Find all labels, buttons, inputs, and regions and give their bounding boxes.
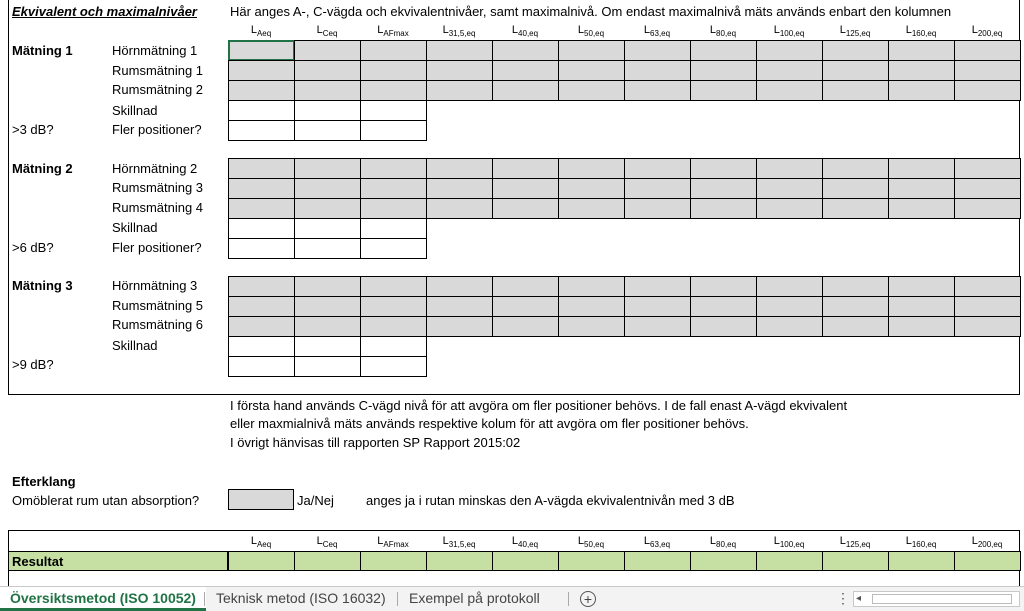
measurement-input-cell[interactable] — [954, 198, 1021, 219]
measurement-input-cell[interactable] — [888, 60, 955, 81]
measurement-input-cell[interactable] — [426, 80, 493, 101]
column-header: $L_{100,eq}$ — [773, 535, 805, 550]
measurement-input-cell[interactable] — [624, 316, 691, 337]
column-header: $L_{50,eq}$ — [577, 535, 605, 550]
difference-cell[interactable] — [228, 356, 295, 377]
result-cell[interactable] — [822, 551, 889, 571]
column-header: $L_{Ceq}$ — [316, 535, 338, 550]
scrollbar-thumb[interactable] — [872, 594, 1012, 604]
measurement-input-cell[interactable] — [228, 40, 295, 61]
row-label: Rumsmätning 5 — [112, 298, 204, 313]
result-cell[interactable] — [624, 551, 691, 571]
row-label: Fler positioner? — [112, 240, 202, 255]
measurement-input-cell[interactable] — [558, 198, 625, 219]
row-label: Fler positioner? — [112, 122, 202, 137]
measurement-input-cell[interactable] — [360, 40, 427, 61]
scroll-left-icon[interactable]: ◂ — [856, 593, 862, 604]
measurement-input-cell[interactable] — [756, 198, 823, 219]
column-header: $L_{63,eq}$ — [643, 535, 671, 550]
column-header: $L_{31,5,eq}$ — [442, 535, 476, 550]
measurement-input-cell[interactable] — [954, 80, 1021, 101]
measurement-input-cell[interactable] — [492, 40, 559, 61]
measurement-input-cell[interactable] — [558, 178, 625, 199]
measurement-input-cell[interactable] — [690, 178, 757, 199]
efterklang-question: Omöblerat rum utan absorption? — [12, 493, 200, 508]
column-header: $L_{AFmax}$ — [377, 24, 409, 39]
column-header: $L_{AFmax}$ — [377, 535, 409, 550]
column-header: $L_{125,eq}$ — [839, 535, 871, 550]
result-cell[interactable] — [492, 551, 559, 571]
measurement-input-cell[interactable] — [690, 80, 757, 101]
measurement-input-cell[interactable] — [360, 276, 427, 297]
column-header: $L_{160,eq}$ — [905, 24, 937, 39]
measurement-input-cell[interactable] — [294, 80, 361, 101]
measurement-input-cell[interactable] — [690, 296, 757, 317]
sheet-tab-bar — [0, 586, 1024, 611]
measurement-input-cell[interactable] — [426, 158, 493, 179]
result-cell[interactable] — [756, 551, 823, 571]
measurement-input-cell[interactable] — [756, 276, 823, 297]
difference-cell[interactable] — [294, 120, 361, 141]
measurement-input-cell[interactable] — [624, 40, 691, 61]
measurement-input-cell[interactable] — [360, 296, 427, 317]
measurement-2-title: Mätning 2 — [12, 161, 73, 176]
measurement-input-cell[interactable] — [624, 276, 691, 297]
result-cell[interactable] — [426, 551, 493, 571]
difference-cell[interactable] — [360, 120, 427, 141]
measurement-input-cell[interactable] — [426, 198, 493, 219]
measurement-input-cell[interactable] — [822, 40, 889, 61]
measurement-input-cell[interactable] — [822, 316, 889, 337]
measurement-input-cell[interactable] — [360, 316, 427, 337]
result-cell[interactable] — [690, 551, 757, 571]
row-label: Rumsmätning 3 — [112, 180, 204, 195]
measurement-input-cell[interactable] — [624, 158, 691, 179]
measurement-input-cell[interactable] — [690, 198, 757, 219]
result-cell[interactable] — [360, 551, 427, 571]
measurement-input-cell[interactable] — [558, 80, 625, 101]
measurement-input-cell[interactable] — [756, 158, 823, 179]
tab-separator — [397, 592, 398, 606]
measurement-input-cell[interactable] — [426, 40, 493, 61]
row-label: Rumsmätning 4 — [112, 200, 204, 215]
column-header: $L_{80,eq}$ — [709, 535, 737, 550]
difference-cell[interactable] — [294, 356, 361, 377]
column-header: $L_{50,eq}$ — [577, 24, 605, 39]
measurement-input-cell[interactable] — [756, 316, 823, 337]
measurement-input-cell[interactable] — [954, 276, 1021, 297]
measurement-input-cell[interactable] — [228, 296, 295, 317]
measurement-input-cell[interactable] — [558, 276, 625, 297]
difference-cell[interactable] — [294, 218, 361, 239]
measurement-input-cell[interactable] — [558, 40, 625, 61]
measurement-input-cell[interactable] — [822, 80, 889, 101]
difference-cell[interactable] — [294, 336, 361, 357]
measurement-input-cell[interactable] — [624, 198, 691, 219]
measurement-input-cell[interactable] — [558, 316, 625, 337]
measurement-input-cell[interactable] — [228, 276, 295, 297]
column-header: $L_{125,eq}$ — [839, 24, 871, 39]
row-label: Hörnmätning 3 — [112, 278, 198, 293]
tab-oversiktsmetod[interactable]: Översiktsmetod (ISO 10052) — [0, 587, 206, 611]
measurement-input-cell[interactable] — [360, 60, 427, 81]
measurement-input-cell[interactable] — [492, 158, 559, 179]
measurement-input-cell[interactable] — [888, 316, 955, 337]
threshold-label: >6 dB? — [12, 240, 54, 255]
measurement-input-cell[interactable] — [756, 296, 823, 317]
column-header: $L_{200,eq}$ — [971, 24, 1003, 39]
measurement-input-cell[interactable] — [756, 178, 823, 199]
measurement-3-title: Mätning 3 — [12, 278, 73, 293]
difference-cell[interactable] — [228, 336, 295, 357]
measurement-input-cell[interactable] — [294, 40, 361, 61]
measurement-1-title: Mätning 1 — [12, 43, 73, 58]
measurement-input-cell[interactable] — [360, 178, 427, 199]
tab-exempel-protokoll[interactable]: Exempel på protokoll — [409, 590, 540, 606]
intro-text: Här anges A-, C-vägda och ekvivalentnivåer, samt maximalnivå. Om endast maximalnivå mäts används enbart den kolumnen — [230, 4, 952, 19]
tab-separator — [204, 592, 205, 606]
measurement-input-cell[interactable] — [888, 276, 955, 297]
measurement-input-cell[interactable] — [558, 158, 625, 179]
column-header: $L_{100,eq}$ — [773, 24, 805, 39]
measurement-input-cell[interactable] — [690, 40, 757, 61]
difference-cell[interactable] — [360, 218, 427, 239]
difference-cell[interactable] — [228, 218, 295, 239]
column-header: $L_{80,eq}$ — [709, 24, 737, 39]
measurement-input-cell[interactable] — [888, 296, 955, 317]
measurement-input-cell[interactable] — [954, 158, 1021, 179]
measurement-input-cell[interactable] — [954, 178, 1021, 199]
measurement-input-cell[interactable] — [624, 296, 691, 317]
measurement-input-cell[interactable] — [888, 178, 955, 199]
measurement-input-cell[interactable] — [426, 60, 493, 81]
measurement-input-cell[interactable] — [426, 296, 493, 317]
row-label: Rumsmätning 6 — [112, 317, 204, 332]
measurement-input-cell[interactable] — [360, 80, 427, 101]
measurement-input-cell[interactable] — [690, 158, 757, 179]
efterklang-hint: anges ja i rutan minskas den A-vägda ekvivalentnivån med 3 dB — [366, 493, 735, 508]
horizontal-scrollbar[interactable] — [853, 591, 1020, 607]
measurement-input-cell[interactable] — [888, 40, 955, 61]
difference-cell[interactable] — [228, 238, 295, 259]
measurement-input-cell[interactable] — [756, 60, 823, 81]
measurement-input-cell[interactable] — [228, 316, 295, 337]
measurement-input-cell[interactable] — [294, 158, 361, 179]
measurement-input-cell[interactable] — [690, 60, 757, 81]
result-cell[interactable] — [558, 551, 625, 571]
difference-cell[interactable] — [228, 100, 295, 121]
difference-cell[interactable] — [294, 100, 361, 121]
measurement-input-cell[interactable] — [624, 80, 691, 101]
column-header: $L_{160,eq}$ — [905, 535, 937, 550]
measurement-input-cell[interactable] — [492, 316, 559, 337]
measurement-input-cell[interactable] — [624, 178, 691, 199]
difference-cell[interactable] — [360, 336, 427, 357]
measurement-input-cell[interactable] — [360, 198, 427, 219]
threshold-label: >9 dB? — [12, 357, 54, 372]
measurement-input-cell[interactable] — [294, 198, 361, 219]
row-label: Rumsmätning 2 — [112, 82, 204, 97]
measurement-input-cell[interactable] — [822, 276, 889, 297]
measurement-input-cell[interactable] — [426, 316, 493, 337]
measurement-input-cell[interactable] — [822, 158, 889, 179]
efterklang-input[interactable] — [228, 489, 294, 510]
measurement-input-cell[interactable] — [756, 80, 823, 101]
measurement-input-cell[interactable] — [822, 198, 889, 219]
measurement-input-cell[interactable] — [426, 178, 493, 199]
add-sheet-icon[interactable]: + — [580, 591, 596, 607]
measurement-input-cell[interactable] — [294, 296, 361, 317]
row-label: Skillnad — [112, 220, 158, 235]
difference-cell[interactable] — [294, 238, 361, 259]
more-options-icon[interactable]: ⋮ — [836, 590, 850, 606]
measurement-input-cell[interactable] — [228, 158, 295, 179]
measurement-input-cell[interactable] — [690, 276, 757, 297]
row-label: Skillnad — [112, 103, 158, 118]
measurement-input-cell[interactable] — [492, 60, 559, 81]
measurement-input-cell[interactable] — [294, 316, 361, 337]
column-header: $L_{63,eq}$ — [643, 24, 671, 39]
measurement-input-cell[interactable] — [294, 60, 361, 81]
result-column-header-row — [228, 535, 1020, 551]
measurement-input-cell[interactable] — [492, 276, 559, 297]
measurement-input-cell[interactable] — [558, 296, 625, 317]
measurement-input-cell[interactable] — [888, 80, 955, 101]
column-header: $L_{Aeq}$ — [250, 24, 272, 39]
row-label: Skillnad — [112, 338, 158, 353]
measurement-input-cell[interactable] — [228, 178, 295, 199]
column-header: $L_{Aeq}$ — [250, 535, 272, 550]
row-label: Hörnmätning 2 — [112, 161, 198, 176]
measurement-input-cell[interactable] — [624, 60, 691, 81]
result-cell[interactable] — [954, 551, 1021, 571]
column-header: $L_{Ceq}$ — [316, 24, 338, 39]
measurement-input-cell[interactable] — [888, 158, 955, 179]
row-label: Rumsmätning 1 — [112, 63, 204, 78]
note-line-1: I första hand används C-vägd nivå för att avgöra om fler positioner behövs. I de fall enast A-vägd ekvivalent — [230, 398, 848, 413]
threshold-label: >3 dB? — [12, 122, 54, 137]
measurement-input-cell[interactable] — [822, 178, 889, 199]
measurement-input-cell[interactable] — [954, 316, 1021, 337]
measurement-input-cell[interactable] — [492, 80, 559, 101]
measurement-input-cell[interactable] — [360, 158, 427, 179]
measurement-input-cell[interactable] — [954, 296, 1021, 317]
measurement-input-cell[interactable] — [888, 198, 955, 219]
tab-teknisk-metod[interactable]: Teknisk metod (ISO 16032) — [216, 590, 386, 606]
measurement-input-cell[interactable] — [954, 40, 1021, 61]
measurement-input-cell[interactable] — [492, 296, 559, 317]
note-line-3: I övrigt hänvisas till rapporten SP Rapport 2015:02 — [230, 435, 521, 450]
difference-cell[interactable] — [360, 238, 427, 259]
measurement-input-cell[interactable] — [294, 276, 361, 297]
result-cell[interactable] — [294, 551, 361, 571]
measurement-input-cell[interactable] — [294, 178, 361, 199]
column-header: $L_{40,eq}$ — [511, 24, 539, 39]
difference-cell[interactable] — [360, 100, 427, 121]
column-header-row — [228, 24, 1020, 40]
section-title: Ekvivalent och maximalnivåer — [12, 4, 197, 19]
difference-cell[interactable] — [360, 356, 427, 377]
result-cell[interactable] — [228, 551, 295, 571]
measurement-input-cell[interactable] — [822, 60, 889, 81]
column-header: $L_{31,5,eq}$ — [442, 24, 476, 39]
measurement-input-cell[interactable] — [822, 296, 889, 317]
measurement-input-cell[interactable] — [492, 178, 559, 199]
measurement-input-cell[interactable] — [756, 40, 823, 61]
measurement-input-cell[interactable] — [426, 276, 493, 297]
efterklang-title: Efterklang — [12, 474, 76, 489]
measurement-input-cell[interactable] — [228, 60, 295, 81]
tab-separator — [568, 592, 569, 606]
column-header: $L_{200,eq}$ — [971, 535, 1003, 550]
measurement-input-cell[interactable] — [228, 198, 295, 219]
measurement-input-cell[interactable] — [690, 316, 757, 337]
measurement-input-cell[interactable] — [558, 60, 625, 81]
result-label: Resultat — [12, 554, 64, 569]
difference-cell[interactable] — [228, 120, 295, 141]
row-label: Hörnmätning 1 — [112, 43, 198, 58]
measurement-input-cell[interactable] — [492, 198, 559, 219]
yes-no-label: Ja/Nej — [297, 493, 334, 508]
result-cell[interactable] — [888, 551, 955, 571]
note-line-2: eller maxmialnivå mäts används respektive kolum för att avgöra om fler positioner behövs. — [230, 416, 749, 431]
measurement-input-cell[interactable] — [954, 60, 1021, 81]
measurement-input-cell[interactable] — [228, 80, 295, 101]
column-header: $L_{40,eq}$ — [511, 535, 539, 550]
